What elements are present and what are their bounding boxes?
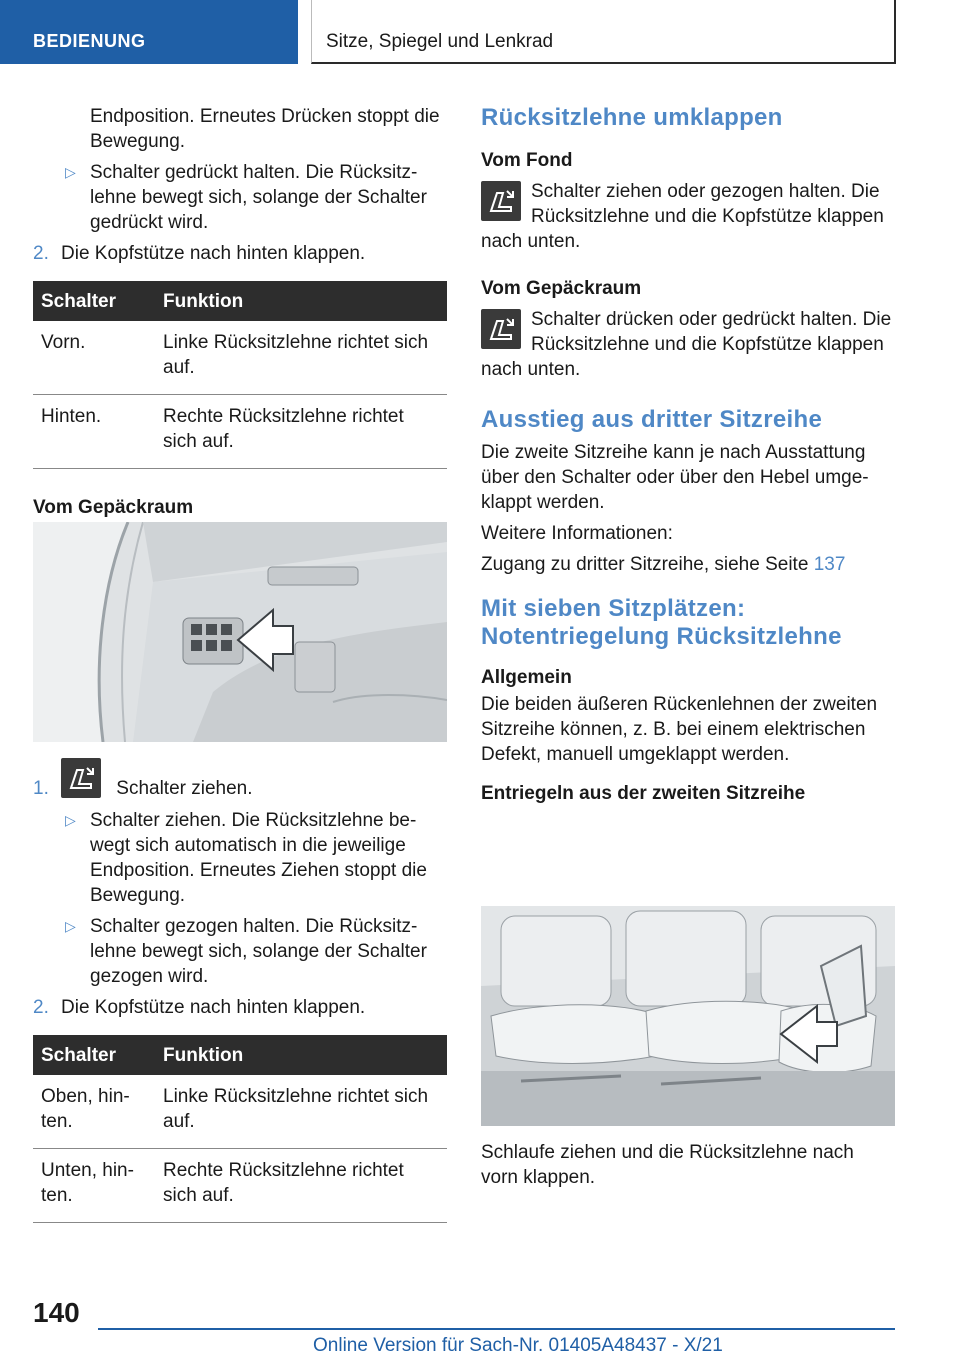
step-text: Schalter ziehen. <box>116 778 253 799</box>
table-row <box>33 1075 447 1149</box>
paragraph-text: Schalter ziehen oder gezogen halten. Die Rücksitzlehne und die Kopfstütze klappen nach unten. <box>481 181 884 252</box>
paragraph <box>481 307 895 382</box>
bullet-item <box>33 160 447 235</box>
second-row-seat-photo <box>481 906 895 1126</box>
step-number: 2. <box>33 997 49 1018</box>
paragraph: Die beiden äußeren Rückenlehnen der zweiten Sitzreihe können, z. B. bei einem elektrischen Defekt, manuell umgeklappt werden. <box>481 694 878 765</box>
left-column-lower <box>33 758 447 1223</box>
paragraph-text: Schalter drücken oder gedrückt halten. Die Rücksitzlehne und die Kopfstütze klappen nach unten. <box>481 309 892 380</box>
paragraph: Schlaufe ziehen und die Rücksitzlehne nach vorn klappen. <box>481 1142 854 1188</box>
table-cell: Vorn. <box>33 321 155 395</box>
section-heading: Mit sieben Sitzplätzen: <box>481 595 746 622</box>
section-heading: Rücksitzlehne umklappen <box>481 104 783 131</box>
footer-divider <box>98 1328 895 1330</box>
step-item <box>33 241 447 266</box>
triangle-bullet-icon: ▷ <box>65 164 76 180</box>
table-cell: Linke Rücksitzlehne richtet sich auf. <box>155 1075 447 1149</box>
table-row <box>33 395 447 469</box>
chapter-title: Sitze, Spiegel und Lenkrad <box>311 0 896 64</box>
triangle-bullet-icon: ▷ <box>65 812 76 828</box>
subheading: Vom Gepäckraum <box>481 278 642 299</box>
subheading: Vom Gepäckraum <box>33 497 194 518</box>
paragraph <box>481 552 895 577</box>
seat-switch-icon <box>61 758 101 798</box>
right-column <box>481 104 895 812</box>
paragraph: Weitere Informationen: <box>481 523 673 544</box>
table-header-cell: Funktion <box>155 1035 447 1075</box>
section-heading: Ausstieg aus dritter Sitzreihe <box>481 406 823 433</box>
left-column <box>33 104 447 526</box>
triangle-bullet-icon: ▷ <box>65 918 76 934</box>
footer-text: Online Version für Sach-Nr. 01405A48437 - X/21 <box>313 1335 723 1356</box>
section-heading: Notentriegelung Rücksitzlehne <box>481 623 842 650</box>
seat-switch-icon <box>481 181 521 221</box>
table-cell: Rechte Rücksitzlehne richtet sich auf. <box>155 395 447 469</box>
table-header-row <box>33 281 447 321</box>
switch-function-table <box>33 1035 447 1223</box>
table-cell: Hinten. <box>33 395 155 469</box>
table-row <box>33 321 447 395</box>
subheading: Vom Fond <box>481 150 573 171</box>
step-text: Die Kopfstütze nach hinten klappen. <box>61 243 366 264</box>
table-header-cell: Schalter <box>33 1035 155 1075</box>
bullet-item <box>33 914 447 989</box>
step-number: 2. <box>33 243 49 264</box>
step-text: Die Kopfstütze nach hinten klappen. <box>61 997 366 1018</box>
section-tab: BEDIENUNG <box>0 0 298 64</box>
subheading: Entriegeln aus der zweiten Sitzreihe <box>481 783 806 804</box>
seat-illustration <box>481 906 895 1126</box>
paragraph <box>481 179 895 254</box>
table-cell: Rechte Rücksitzlehne richtet sich auf. <box>155 1149 447 1223</box>
bullet-text: Schalter gedrückt halten. Die Rücksitz-lehne bewegt sich, solange der Schalter gedrückt wird. <box>90 162 427 233</box>
bullet-item <box>33 808 447 908</box>
bullet-text: Schalter ziehen. Die Rücksitzlehne be-wegt sich automatisch in die jeweilige Endposition. Erneutes Ziehen stoppt die Bewegung. <box>90 810 427 906</box>
page-number: 140 <box>33 1297 80 1328</box>
table-header-cell: Funktion <box>155 281 447 321</box>
subheading: Allgemein <box>481 667 572 688</box>
right-column-lower <box>481 1140 895 1196</box>
step-number: 1. <box>33 778 49 799</box>
trunk-switch-photo <box>33 522 447 742</box>
trunk-illustration <box>33 522 447 742</box>
table-cell: Oben, hin-ten. <box>33 1075 155 1149</box>
table-cell: Unten, hin-ten. <box>33 1149 155 1223</box>
paragraph: Die zweite Sitzreihe kann je nach Ausstattung über den Schalter oder über den Hebel umge-klappt werden. <box>481 442 869 513</box>
table-header-row <box>33 1035 447 1075</box>
continued-text: Endposition. Erneutes Drücken stoppt die Bewegung. <box>90 106 440 152</box>
table-header-cell: Schalter <box>33 281 155 321</box>
bullet-text: Schalter gezogen halten. Die Rücksitz-lehne bewegt sich, solange der Schalter gezogen wird. <box>90 916 427 987</box>
seat-switch-icon <box>481 309 521 349</box>
page-link[interactable]: 137 <box>813 554 846 575</box>
step-item <box>33 758 447 798</box>
switch-function-table <box>33 281 447 469</box>
table-cell: Linke Rücksitzlehne richtet sich auf. <box>155 321 447 395</box>
table-row <box>33 1149 447 1223</box>
step-item <box>33 995 447 1020</box>
paragraph-text: Zugang zu dritter Sitzreihe, siehe Seite <box>481 554 809 575</box>
